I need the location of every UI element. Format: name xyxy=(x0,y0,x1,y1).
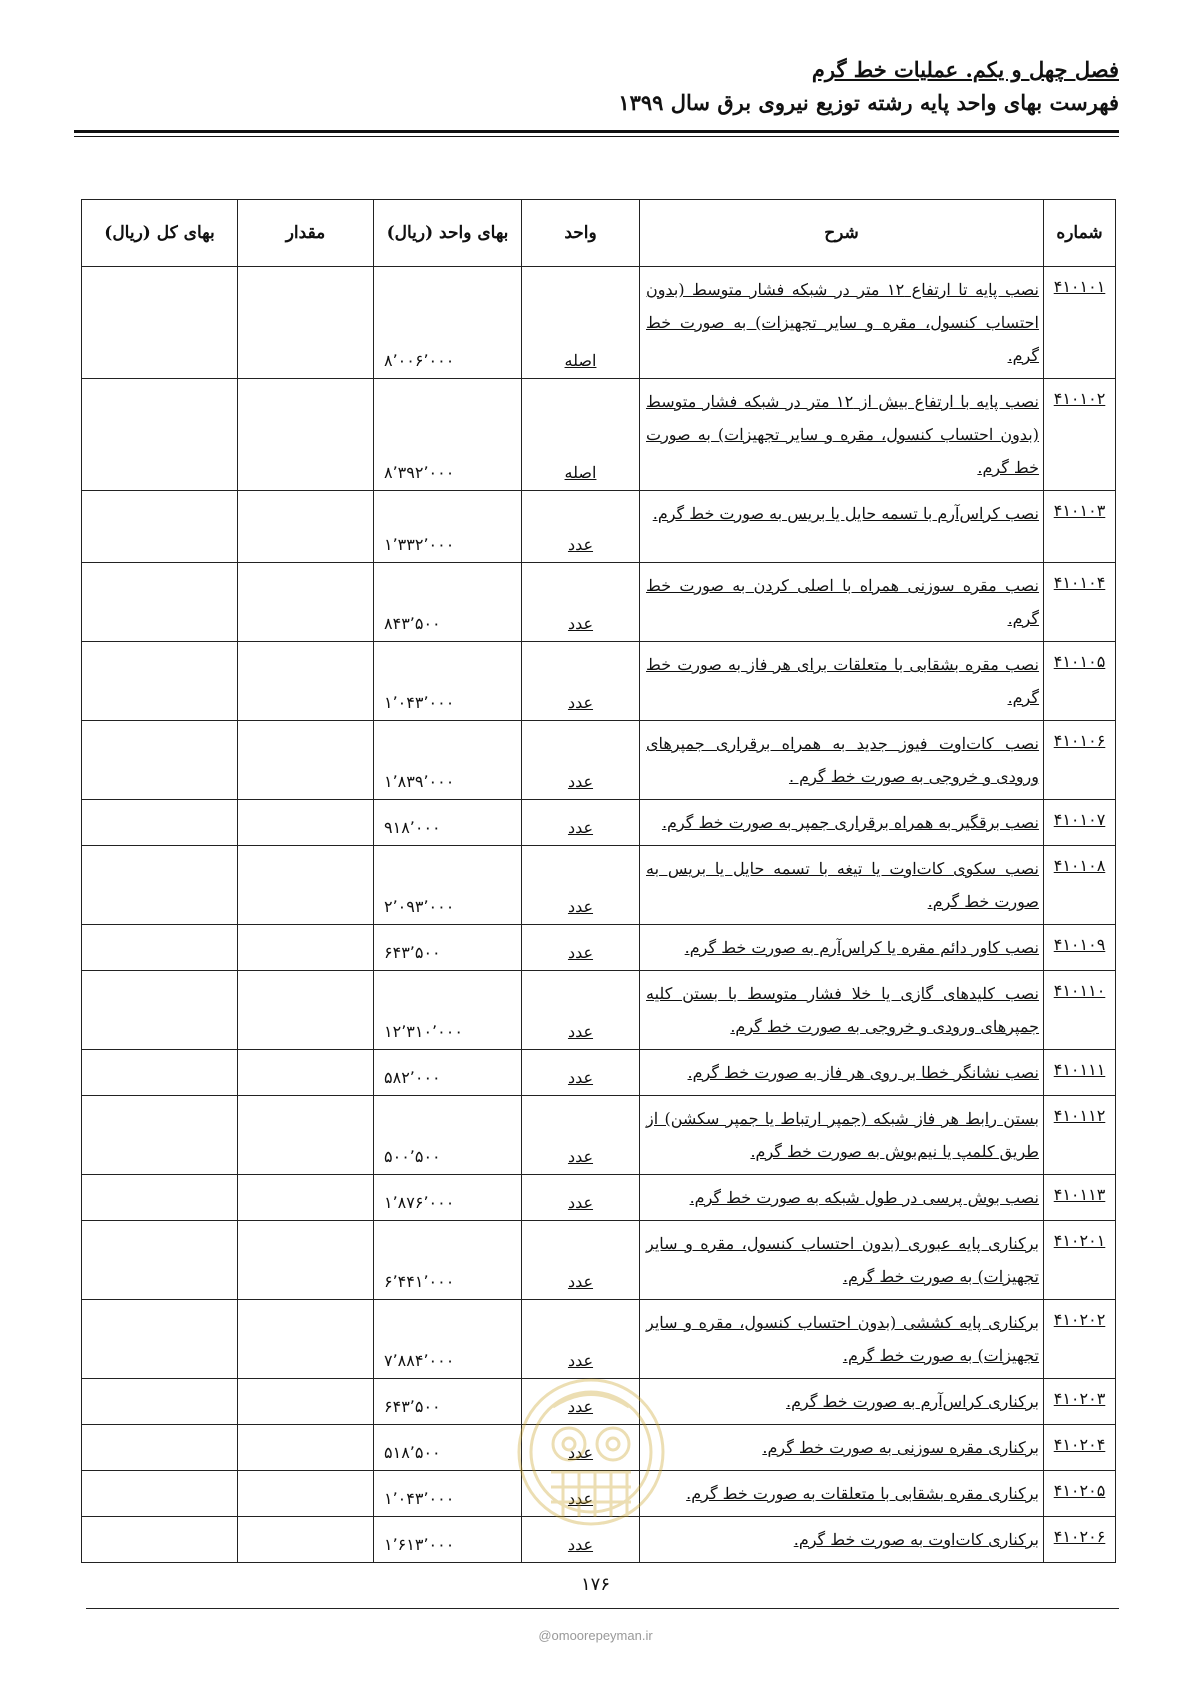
item-unit-price-text: ۶٬۴۴۱٬۰۰۰ xyxy=(384,1272,455,1291)
item-unit-price xyxy=(374,491,522,563)
item-quantity xyxy=(238,1050,374,1096)
item-quantity xyxy=(238,800,374,846)
item-total-price xyxy=(82,1517,238,1563)
page-header xyxy=(74,56,1119,117)
item-total-price xyxy=(82,800,238,846)
item-unit-price xyxy=(374,379,522,491)
item-description xyxy=(640,1425,1044,1471)
item-code xyxy=(1044,1379,1116,1425)
item-unit-price-text: ۸٬۰۰۶٬۰۰۰ xyxy=(384,351,455,370)
item-unit-text: عدد xyxy=(567,535,594,554)
item-unit xyxy=(522,971,640,1050)
item-unit xyxy=(522,642,640,721)
item-description-text: نصب برقگیر به همراه برقراری جمپر به صورت خط گرم. xyxy=(661,813,1039,832)
item-unit xyxy=(522,1050,640,1096)
item-description xyxy=(640,1050,1044,1096)
item-code xyxy=(1044,925,1116,971)
item-code-text: ۴۱۰۱۱۱ xyxy=(1053,1060,1106,1079)
item-description-text: برکناری پایه کششی (بدون احتساب کنسول، مقره و سایر تجهیزات) به صورت خط گرم. xyxy=(646,1313,1039,1365)
item-description-text: نصب کلیدهای گازی یا خلا فشار متوسط با بستن کلیه جمپرهای ورودی و خروجی به صورت خط گرم. xyxy=(646,984,1039,1036)
item-unit-text: عدد xyxy=(567,1535,594,1554)
item-description-text: نصب مقره بشقابی با متعلقات برای هر فاز به صورت خط گرم. xyxy=(646,655,1039,707)
item-code xyxy=(1044,379,1116,491)
item-unit-price xyxy=(374,1517,522,1563)
item-quantity xyxy=(238,971,374,1050)
item-quantity xyxy=(238,491,374,563)
item-unit-price xyxy=(374,1050,522,1096)
item-unit-text: عدد xyxy=(567,818,594,837)
item-total-price xyxy=(82,267,238,379)
item-description-text: نصب پایه تا ارتفاع ۱۲ متر در شبکه فشار متوسط (بدون احتساب کنسول، مقره و سایر تجهیزات) به صورت خط گرم. xyxy=(646,280,1039,365)
item-unit-text: عدد xyxy=(567,693,594,712)
item-description-text: بستن رابط هر فاز شبکه (جمپر ارتباط یا جمپر سکشن) از طریق کلمپ یا نیم‌بوش به صورت خط گرم. xyxy=(646,1109,1039,1161)
item-quantity xyxy=(238,1425,374,1471)
item-unit-price xyxy=(374,1096,522,1175)
item-code xyxy=(1044,563,1116,642)
item-total-price xyxy=(82,1221,238,1300)
item-description-text: برکناری پایه عبوری (بدون احتساب کنسول، مقره و سایر تجهیزات) به صورت خط گرم. xyxy=(646,1234,1039,1286)
item-total-price xyxy=(82,925,238,971)
item-unit-text: عدد xyxy=(567,614,594,633)
table-row xyxy=(82,563,1116,642)
item-code-text: ۴۱۰۲۰۳ xyxy=(1053,1389,1106,1408)
item-unit-price-text: ۱٬۳۳۲٬۰۰۰ xyxy=(384,535,455,554)
item-description xyxy=(640,1175,1044,1221)
item-unit-price-text: ۶۴۳٬۵۰۰ xyxy=(384,1397,441,1416)
item-quantity xyxy=(238,1221,374,1300)
item-quantity xyxy=(238,1471,374,1517)
item-description xyxy=(640,1517,1044,1563)
item-total-price xyxy=(82,563,238,642)
item-code xyxy=(1044,1050,1116,1096)
item-description-text: برکناری کات‌اوت به صورت خط گرم. xyxy=(793,1530,1039,1549)
table-row xyxy=(82,1221,1116,1300)
item-description xyxy=(640,846,1044,925)
item-unit-price-text: ۱٬۸۳۹٬۰۰۰ xyxy=(384,772,455,791)
item-quantity xyxy=(238,925,374,971)
item-code xyxy=(1044,1175,1116,1221)
item-unit-price xyxy=(374,1221,522,1300)
item-code xyxy=(1044,267,1116,379)
item-description-text: برکناری مقره سوزنی به صورت خط گرم. xyxy=(762,1438,1039,1457)
item-description-text: نصب بوش پرسی در طول شبکه به صورت خط گرم. xyxy=(689,1188,1039,1207)
item-total-price xyxy=(82,971,238,1050)
item-unit-price-text: ۱٬۰۴۳٬۰۰۰ xyxy=(384,693,455,712)
header-total-price: بهای کل (ریال) xyxy=(82,200,238,267)
item-code xyxy=(1044,846,1116,925)
table-row xyxy=(82,1050,1116,1096)
item-code xyxy=(1044,1096,1116,1175)
item-code xyxy=(1044,1300,1116,1379)
item-unit-price xyxy=(374,1175,522,1221)
item-unit xyxy=(522,846,640,925)
footer-site-link[interactable]: @omoorepeyman.ir xyxy=(538,1628,653,1643)
item-unit-price xyxy=(374,800,522,846)
item-code-text: ۴۱۰۱۰۶ xyxy=(1053,731,1106,750)
item-unit-price xyxy=(374,971,522,1050)
item-unit-text: عدد xyxy=(567,1443,594,1462)
item-description-text: نصب سکوی کات‌اوت یا تیغه با تسمه حایل یا بریس به صورت خط گرم. xyxy=(646,859,1039,911)
item-code xyxy=(1044,1425,1116,1471)
item-unit-price xyxy=(374,1379,522,1425)
item-code-text: ۴۱۰۱۱۰ xyxy=(1053,981,1106,1000)
item-code-text: ۴۱۰۲۰۵ xyxy=(1053,1481,1106,1500)
item-unit-price xyxy=(374,267,522,379)
item-code xyxy=(1044,800,1116,846)
item-total-price xyxy=(82,379,238,491)
item-description xyxy=(640,800,1044,846)
item-total-price xyxy=(82,1300,238,1379)
item-description xyxy=(640,925,1044,971)
item-quantity xyxy=(238,1300,374,1379)
item-unit-price-text: ۱٬۶۱۳٬۰۰۰ xyxy=(384,1535,455,1554)
item-unit-price-text: ۵۱۸٬۵۰۰ xyxy=(384,1443,441,1462)
item-description xyxy=(640,379,1044,491)
item-unit xyxy=(522,563,640,642)
item-quantity xyxy=(238,1517,374,1563)
item-unit-price xyxy=(374,642,522,721)
item-description-text: نصب پایه با ارتفاع بیش از ۱۲ متر در شبکه فشار متوسط (بدون احتساب کنسول، مقره و سایر تجهیزات) به صورت خط گرم. xyxy=(646,392,1039,477)
item-description-text: نصب نشانگر خطا بر روی هر فاز به صورت خط گرم. xyxy=(687,1063,1039,1082)
item-unit xyxy=(522,267,640,379)
table-row xyxy=(82,925,1116,971)
item-unit xyxy=(522,1221,640,1300)
item-code-text: ۴۱۰۱۰۸ xyxy=(1053,856,1106,875)
item-description-text: نصب کراس‌آرم با تسمه حایل یا بریس به صورت خط گرم. xyxy=(652,504,1039,523)
item-unit xyxy=(522,925,640,971)
item-unit-text: عدد xyxy=(567,943,594,962)
item-unit-price-text: ۸۴۳٬۵۰۰ xyxy=(384,614,441,633)
item-code-text: ۴۱۰۱۰۲ xyxy=(1053,389,1106,408)
table-row xyxy=(82,491,1116,563)
item-total-price xyxy=(82,1425,238,1471)
item-unit-price-text: ۱۲٬۳۱۰٬۰۰۰ xyxy=(384,1022,463,1041)
item-code-text: ۴۱۰۱۱۳ xyxy=(1053,1185,1106,1204)
table-row xyxy=(82,642,1116,721)
item-total-price xyxy=(82,1175,238,1221)
item-unit-text: عدد xyxy=(567,1489,594,1508)
item-description-text: برکناری کراس‌آرم به صورت خط گرم. xyxy=(786,1392,1039,1411)
item-unit-text: عدد xyxy=(567,1022,594,1041)
item-code xyxy=(1044,971,1116,1050)
item-description-text: برکناری مقره بشقابی با متعلقات به صورت خط گرم. xyxy=(686,1484,1039,1503)
item-unit-price-text: ۱٬۸۷۶٬۰۰۰ xyxy=(384,1193,455,1212)
table-row xyxy=(82,721,1116,800)
header-code: شماره xyxy=(1044,200,1116,267)
item-description-text: نصب مقره سوزنی همراه با اصلی کردن به صورت خط گرم. xyxy=(646,576,1039,628)
item-unit-price xyxy=(374,846,522,925)
item-description xyxy=(640,1300,1044,1379)
item-code xyxy=(1044,1471,1116,1517)
item-unit-price-text: ۵۸۲٬۰۰۰ xyxy=(384,1068,441,1087)
item-quantity xyxy=(238,642,374,721)
item-unit-text: عدد xyxy=(567,1397,594,1416)
header-unit: واحد xyxy=(522,200,640,267)
table-row xyxy=(82,1175,1116,1221)
item-unit-text: عدد xyxy=(567,897,594,916)
item-code xyxy=(1044,1221,1116,1300)
item-unit-price xyxy=(374,721,522,800)
item-code xyxy=(1044,1517,1116,1563)
item-unit-text: اصله xyxy=(564,351,597,370)
item-description xyxy=(640,1471,1044,1517)
item-unit-price-text: ۶۴۳٬۵۰۰ xyxy=(384,943,441,962)
item-unit-price xyxy=(374,1300,522,1379)
item-quantity xyxy=(238,1175,374,1221)
item-description xyxy=(640,491,1044,563)
item-description xyxy=(640,642,1044,721)
item-total-price xyxy=(82,846,238,925)
item-description-text: نصب کاور دائم مقره یا کراس‌آرم به صورت خط گرم. xyxy=(684,938,1039,957)
item-total-price xyxy=(82,1096,238,1175)
header-quantity: مقدار xyxy=(238,200,374,267)
item-unit-text: عدد xyxy=(567,1272,594,1291)
item-description xyxy=(640,267,1044,379)
item-total-price xyxy=(82,1379,238,1425)
item-code-text: ۴۱۰۱۰۴ xyxy=(1053,573,1106,592)
item-unit xyxy=(522,491,640,563)
header-rule-thick xyxy=(74,130,1119,133)
item-description xyxy=(640,1221,1044,1300)
table-row xyxy=(82,971,1116,1050)
item-unit-text: عدد xyxy=(567,1351,594,1370)
item-unit xyxy=(522,1096,640,1175)
item-quantity xyxy=(238,563,374,642)
item-unit-price xyxy=(374,1425,522,1471)
header-rule-thin xyxy=(74,136,1119,137)
chapter-title: فصل چهل و یکم. عملیات خط گرم xyxy=(811,57,1119,82)
table-row xyxy=(82,846,1116,925)
item-unit-text: عدد xyxy=(567,1068,594,1087)
item-code-text: ۴۱۰۱۰۹ xyxy=(1053,935,1106,954)
item-unit-price-text: ۲٬۰۹۳٬۰۰۰ xyxy=(384,897,455,916)
item-unit-text: عدد xyxy=(567,1193,594,1212)
item-quantity xyxy=(238,1096,374,1175)
item-total-price xyxy=(82,1471,238,1517)
item-description xyxy=(640,1379,1044,1425)
item-description-text: نصب کات‌اوت فیوز جدید به همراه برقراری جمپرهای ورودی و خروجی به صورت خط گرم . xyxy=(646,734,1040,786)
item-code-text: ۴۱۰۱۱۲ xyxy=(1053,1106,1106,1125)
item-unit-text: اصله xyxy=(564,463,597,482)
item-unit-price xyxy=(374,1471,522,1517)
item-unit-price xyxy=(374,563,522,642)
item-total-price xyxy=(82,491,238,563)
item-code-text: ۴۱۰۲۰۱ xyxy=(1053,1231,1106,1250)
item-description xyxy=(640,721,1044,800)
item-total-price xyxy=(82,1050,238,1096)
item-code xyxy=(1044,491,1116,563)
table-row xyxy=(82,379,1116,491)
item-code-text: ۴۱۰۱۰۵ xyxy=(1053,652,1106,671)
item-code xyxy=(1044,721,1116,800)
table-row xyxy=(82,800,1116,846)
item-description xyxy=(640,563,1044,642)
item-unit xyxy=(522,800,640,846)
item-quantity xyxy=(238,846,374,925)
header-description: شرح xyxy=(640,200,1044,267)
item-code-text: ۴۱۰۲۰۶ xyxy=(1053,1527,1106,1546)
item-total-price xyxy=(82,642,238,721)
item-code-text: ۴۱۰۱۰۳ xyxy=(1053,501,1106,520)
item-unit-price-text: ۸٬۳۹۲٬۰۰۰ xyxy=(384,463,455,482)
page-number: ۱۷۶ xyxy=(580,1574,610,1595)
item-unit-price-text: ۵۰۰٬۵۰۰ xyxy=(384,1147,441,1166)
item-code-text: ۴۱۰۱۰۱ xyxy=(1053,277,1106,296)
header-unit-price: بهای واحد (ریال) xyxy=(374,200,522,267)
item-quantity xyxy=(238,721,374,800)
item-total-price xyxy=(82,721,238,800)
item-description xyxy=(640,1096,1044,1175)
item-code xyxy=(1044,642,1116,721)
item-code-text: ۴۱۰۲۰۴ xyxy=(1053,1435,1106,1454)
item-unit-price-text: ۹۱۸٬۰۰۰ xyxy=(384,818,441,837)
item-quantity xyxy=(238,1379,374,1425)
watermark-seal-icon xyxy=(513,1352,669,1552)
item-unit-price-text: ۷٬۸۸۴٬۰۰۰ xyxy=(384,1351,455,1370)
item-code-text: ۴۱۰۱۰۷ xyxy=(1053,810,1106,829)
item-quantity xyxy=(238,267,374,379)
item-description xyxy=(640,971,1044,1050)
item-unit-text: عدد xyxy=(567,1147,594,1166)
item-code-text: ۴۱۰۲۰۲ xyxy=(1053,1310,1106,1329)
item-unit-text: عدد xyxy=(567,772,594,791)
item-quantity xyxy=(238,379,374,491)
item-unit xyxy=(522,379,640,491)
table-row xyxy=(82,267,1116,379)
item-unit xyxy=(522,721,640,800)
table-row xyxy=(82,1096,1116,1175)
table-header-row xyxy=(82,200,1116,267)
item-unit-price xyxy=(374,925,522,971)
footer-rule xyxy=(86,1608,1119,1609)
document-subtitle: فهرست بهای واحد پایه رشته توزیع نیروی برق سال ۱۳۹۹ xyxy=(618,90,1119,116)
item-unit-price-text: ۱٬۰۴۳٬۰۰۰ xyxy=(384,1489,455,1508)
item-unit xyxy=(522,1175,640,1221)
